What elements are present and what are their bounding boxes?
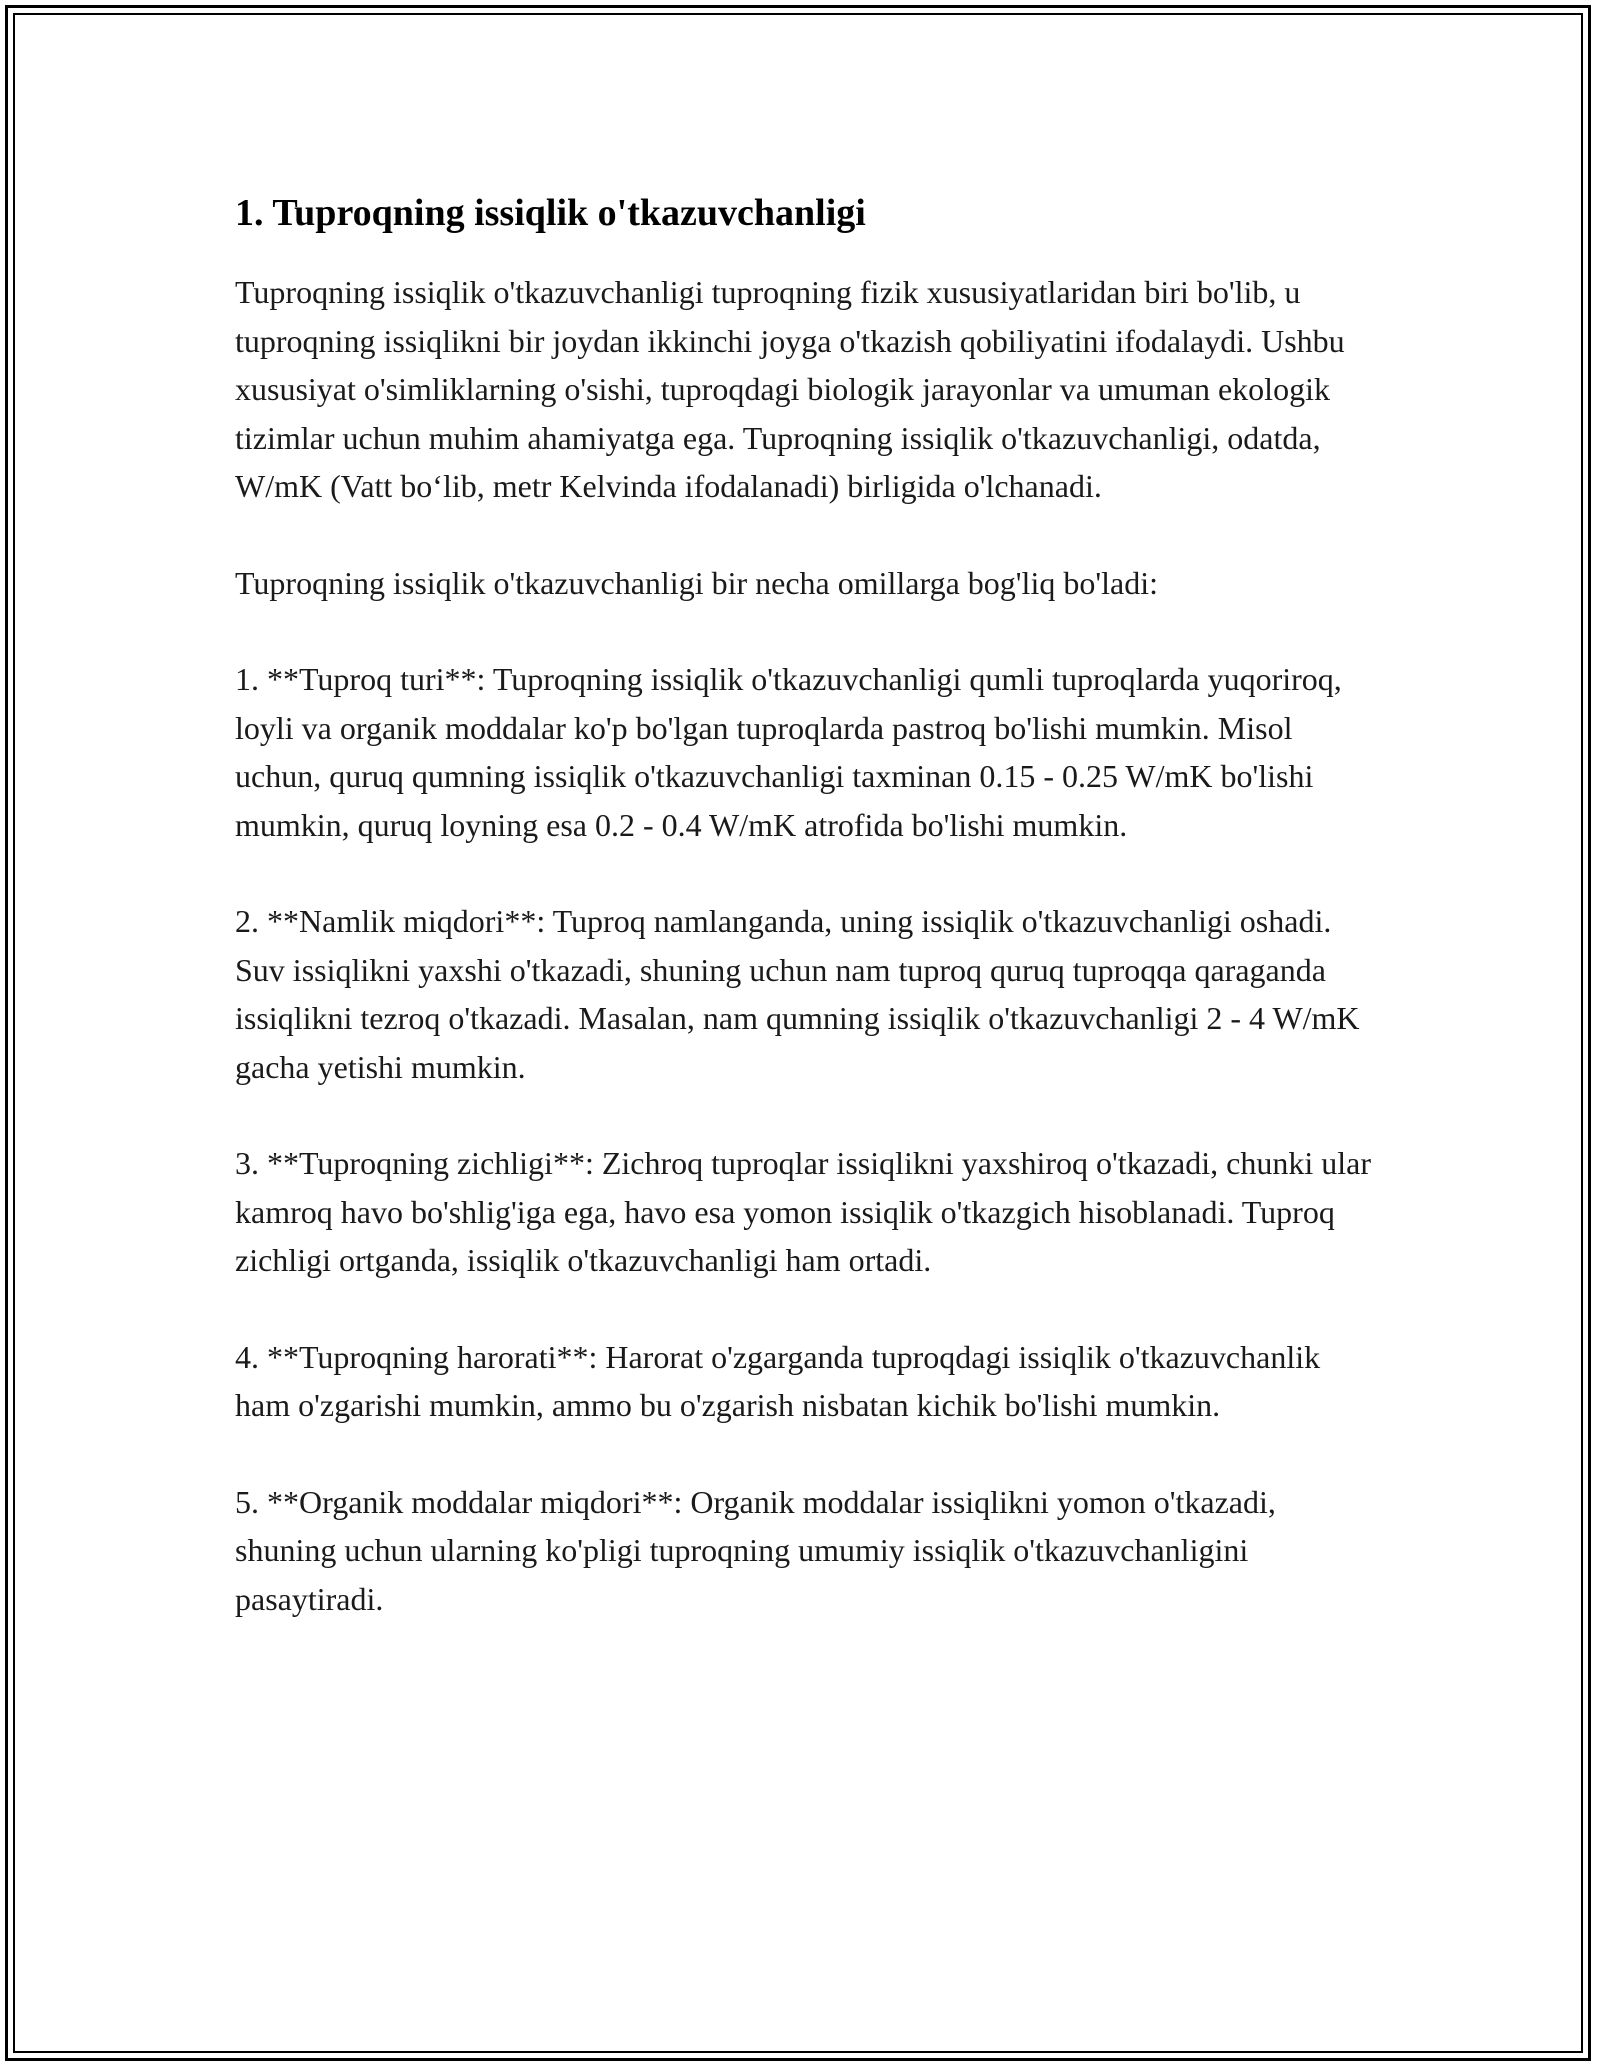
section-heading: 1. Tuproqning issiqlik o'tkazuvchanligi	[235, 192, 866, 234]
factor-moisture-paragraph: 2. **Namlik miqdori**: Tuproq namlanganda, uning issiqlik o'tkazuvchanligi oshadi. Suv issiqlikni yaxshi o'tkazadi, shuning uchun nam tuproq quruq tuproqqa qaraganda issiqlikni tezroq o'tkazadi. Masalan, nam qumning issiqlik o'tkazuvchanligi 2 - 4 W/mK gacha yetishi mumkin.	[235, 903, 1360, 1085]
factor-density-paragraph: 3. **Tuproqning zichligi**: Zichroq tuproqlar issiqlikni yaxshiroq o'tkazadi, chunki ular kamroq havo bo'shlig'iga ega, havo esa yomon issiqlik o'tkazgich hisoblanadi. Tuproq zichligi ortganda, issiqlik o'tkazuvchanligi ham ortadi.	[235, 1145, 1371, 1278]
factor-organic-matter-paragraph: 5. **Organik moddalar miqdori**: Organik moddalar issiqlikni yomon o'tkazadi, shuning uchun ularning ko'pligi tuproqning umumiy issiqlik o'tkazuvchanligini pasaytiradi.	[235, 1483, 1276, 1617]
factors-lead-paragraph: Tuproqning issiqlik o'tkazuvchanligi bir necha omillarga bog'liq bo'ladi:	[235, 564, 1158, 601]
factor-soil-type-paragraph: 1. **Tuproq turi**: Tuproqning issiqlik o'tkazuvchanligi qumli tuproqlarda yuqoriroq, loyli va organik moddalar ko'p bo'lgan tuproqlarda pastroq bo'lishi mumkin. Misol uchun, quruq qumning issiqlik o'tkazuvchanligi taxminan 0.15 - 0.25 W/mK bo'lishi mumkin, quruq loyning esa 0.2 - 0.4 W/mK atrofida bo'lishi mumkin.	[235, 661, 1342, 843]
factor-temperature-paragraph: 4. **Tuproqning harorati**: Harorat o'zgarganda tuproqdagi issiqlik o'tkazuvchanlik ham o'zgarishi mumkin, ammo bu o'zgarish nisbatan kichik bo'lishi mumkin.	[235, 1338, 1321, 1423]
intro-paragraph: Tuproqning issiqlik o'tkazuvchanligi tuproqning fizik xususiyatlaridan biri bo'lib, u tuproqning issiqlikni bir joydan ikkinchi joyga o'tkazish qobiliyatini ifodalaydi. Ushbu xususiyat o'simliklarning o'sishi, tuproqdagi biologik jarayonlar va umuman ekologik tizimlar uchun muhim ahamiyatga ega. Tuproqning issiqlik o'tkazuvchanligi, odatda, W/mK (Vatt bo‘lib, metr Kelvinda ifodalanadi) birligida o'lchanadi.	[235, 274, 1345, 504]
document-body	[235, 186, 1380, 1671]
